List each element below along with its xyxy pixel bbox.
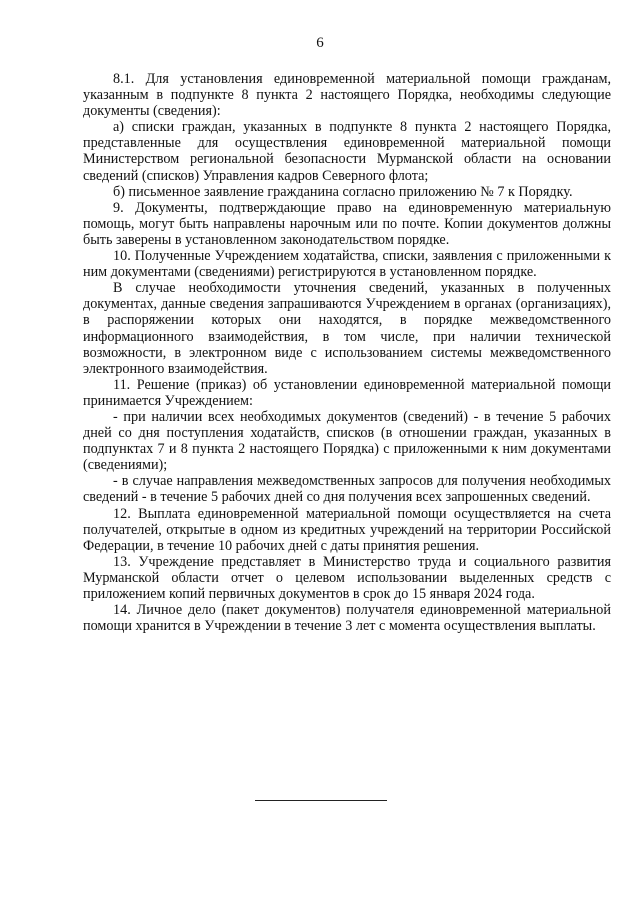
paragraph-9: 9. Документы, подтверждающие право на единовременную материальную помощь, могут быть направлены нарочным или по почте. Копии документов должны быть заверены в установленном законодательством порядке. [83,199,611,248]
paragraph-11: 11. Решение (приказ) об установлении единовременной материальной помощи принимается Учреждением: [83,376,611,409]
paragraph-8-1-b: б) письменное заявление гражданина согласно приложению № 7 к Порядку. [113,183,573,200]
closing-rule [255,800,387,801]
paragraph-10-continued: В случае необходимости уточнения сведений, указанных в полученных документах, данные сведения запрашиваются Учреждением в органах (организациях), в распоряжении которых они находятся, в порядке межведомственного информационного взаимодействия, в том числе, при наличии технической возможности, в электронном виде с использованием системы межведомственного электронного взаимодействия. [83,280,611,377]
paragraph-12: 12. Выплата единовременной материальной помощи осуществляется на счета получателей, открытые в одном из кредитных учреждений на территории Российской Федерации, в течение 10 рабочих дней с даты принятия решения. [83,505,611,554]
paragraph-10: 10. Полученные Учреждением ходатайства, списки, заявления с приложенными к ним документами (сведениями) регистрируются в установленном порядке. [83,248,611,281]
document-body [83,71,611,634]
paragraph-13: 13. Учреждение представляет в Министерство труда и социального развития Мурманской области отчет о целевом использовании выделенных средств с приложением копий первичных документов в срок до 15 января 2024 года. [83,553,611,602]
page-number: 6 [316,35,324,51]
paragraph-11-item-2: - в случае направления межведомственных запросов для получения необходимых сведений - в течение 5 рабочих дней со дня получения всех запрошенных сведений. [83,473,611,506]
paragraph-14: 14. Личное дело (пакет документов) получателя единовременной материальной помощи хранится в Учреждении в течение 3 лет с момента осуществления выплаты. [83,602,611,635]
paragraph-11-item-1: - при наличии всех необходимых документов (сведений) - в течение 5 рабочих дней со дня поступления ходатайств, списков (в отношении граждан, указанных в подпунктах 7 и 8 пункта 2 настоящего Порядка) с приложенными к ним документами (сведениями); [83,408,611,474]
paragraph-8-1-a: а) списки граждан, указанных в подпункте 8 пункта 2 настоящего Порядка, представленные для осуществления единовременной материальной помощи Министерством региональной безопасности Мурманской области на основании сведений (списков) Управления кадров Северного флота; [83,119,611,184]
paragraph-8-1: 8.1. Для установления единовременной материальной помощи гражданам, указанным в подпункте 8 пункта 2 настоящего Порядка, необходимы следующие документы (сведения): [83,71,611,120]
